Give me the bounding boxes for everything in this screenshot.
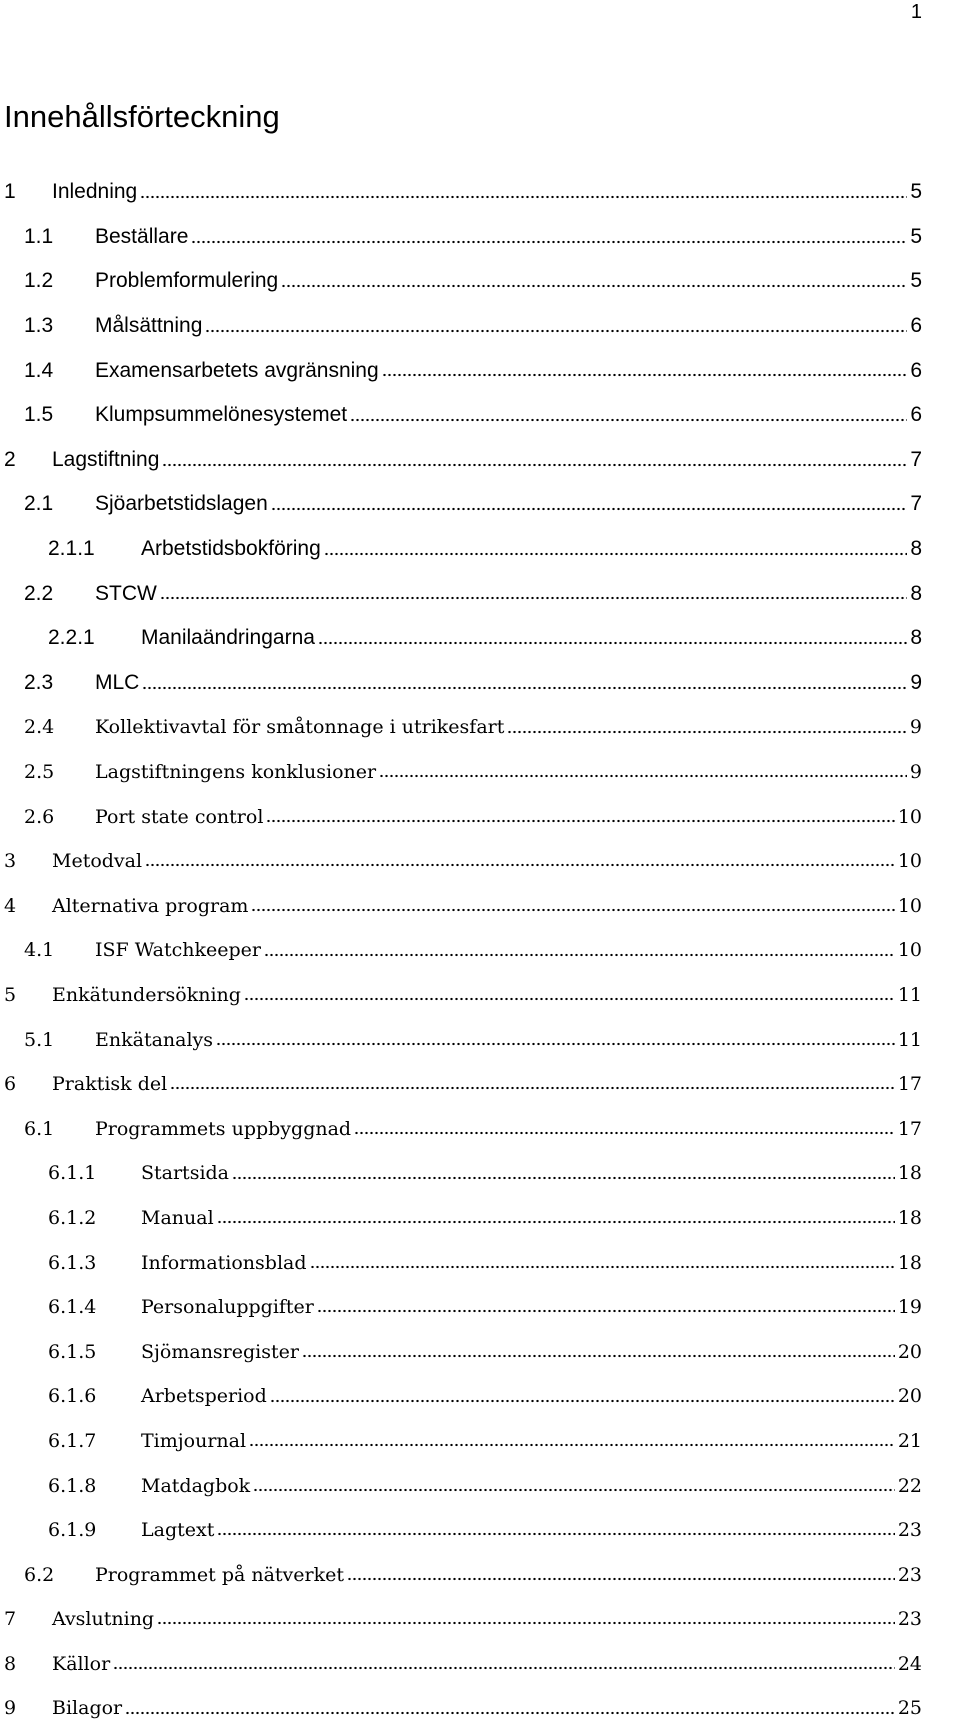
toc-entry[interactable]: [0, 1374, 960, 1419]
toc-entry-number: 5.1: [24, 1028, 55, 1051]
toc-entry-title[interactable]: Manual: [141, 1206, 214, 1229]
toc-entry-page: 23: [897, 1519, 922, 1542]
toc-entry-title[interactable]: Inledning: [52, 180, 138, 204]
toc-entry[interactable]: [0, 527, 960, 572]
toc-entry-body: [95, 1106, 922, 1151]
toc-entry-page: 18: [897, 1206, 922, 1229]
page-title: Innehållsförteckning: [4, 99, 280, 134]
toc-entry-number: 1.4: [24, 358, 54, 382]
toc-entry-body: [95, 928, 922, 973]
toc-entry-body: [52, 1642, 922, 1687]
toc-entry-page: 10: [897, 939, 922, 962]
toc-entry-number: 7: [4, 1608, 17, 1631]
dot-leader: [271, 494, 908, 515]
dot-leader: [324, 539, 908, 560]
dot-leader: [205, 316, 907, 337]
toc-entry-body: [52, 973, 922, 1018]
toc-entry-page: 22: [897, 1474, 922, 1497]
dot-leader: [113, 1654, 895, 1673]
toc-entry-number: 6.1.5: [48, 1340, 97, 1363]
toc-entry-title[interactable]: Alternativa program: [52, 894, 249, 917]
toc-entry-number: 6.1.3: [48, 1251, 97, 1274]
toc-entry-title[interactable]: Klumpsummelönesystemet: [95, 403, 348, 427]
toc-entry-number: 6.1.2: [48, 1206, 97, 1229]
toc-entry[interactable]: [0, 1642, 960, 1687]
toc-entry-number: 9: [4, 1697, 17, 1720]
toc-entry-number: 5: [4, 983, 17, 1006]
toc-entry-title[interactable]: Matdagbok: [141, 1474, 251, 1497]
toc-entry-body: [141, 1285, 922, 1330]
toc-entry-title[interactable]: Programmets uppbyggnad: [95, 1117, 352, 1140]
toc-entry-title[interactable]: Arbetsperiod: [141, 1385, 267, 1408]
toc-entry-page: 5: [910, 180, 922, 204]
toc-entry-page: 9: [910, 670, 922, 694]
toc-entry-title[interactable]: Manilaändringarna: [141, 626, 315, 650]
toc-entry-number: 6.2: [24, 1563, 55, 1586]
page-number: 1: [910, 1, 922, 23]
toc-entry[interactable]: [0, 794, 960, 839]
dot-leader: [249, 1431, 895, 1450]
toc-entry[interactable]: [0, 170, 960, 215]
toc-entry-page: 23: [897, 1608, 922, 1631]
toc-entry-page: 5: [910, 224, 922, 248]
toc-entry-title[interactable]: Beställare: [95, 224, 189, 248]
dot-leader: [145, 852, 895, 871]
toc-entry[interactable]: [0, 393, 960, 438]
dot-leader: [382, 360, 908, 381]
toc-entry-title[interactable]: Avslutning: [52, 1608, 155, 1631]
toc-entry-body: [52, 1597, 922, 1642]
toc-entry-body: [95, 348, 922, 393]
toc-entry-body: [141, 1240, 922, 1285]
toc-entry-page: 24: [897, 1652, 922, 1675]
dot-leader: [216, 1030, 895, 1049]
toc-entry-page: 5: [910, 269, 922, 293]
toc-entry[interactable]: [0, 1106, 960, 1151]
dot-leader: [140, 182, 907, 203]
toc-entry-body: [141, 1419, 922, 1464]
toc-entry-number: 8: [4, 1652, 17, 1675]
toc-entry-number: 6.1.6: [48, 1385, 97, 1408]
toc-entry-body: [52, 170, 922, 215]
toc-entry-title[interactable]: Timjournal: [141, 1429, 247, 1452]
toc-entry-body: [95, 393, 922, 438]
toc-entry-number: 2.2.1: [48, 626, 95, 650]
toc-entry-title[interactable]: Källor: [52, 1652, 111, 1675]
toc-entry[interactable]: [0, 438, 960, 483]
toc-entry[interactable]: [0, 1240, 960, 1285]
toc-entry[interactable]: [0, 1686, 960, 1731]
toc-entry-page: 9: [909, 761, 922, 784]
toc-entry-number: 4: [4, 894, 17, 917]
dot-leader: [251, 896, 894, 915]
toc-entry-body: [52, 884, 922, 929]
toc-entry-title[interactable]: MLC: [95, 670, 140, 694]
toc-entry-number: 6.1.7: [48, 1429, 97, 1452]
dot-leader: [157, 1610, 895, 1629]
toc-entry-page: 10: [897, 850, 922, 873]
toc-entry-title[interactable]: Lagstiftning: [52, 447, 160, 471]
toc-entry-page: 6: [910, 403, 922, 427]
toc-entry-page: 10: [897, 805, 922, 828]
toc-entry-body: [141, 1196, 922, 1241]
toc-entry[interactable]: [0, 1151, 960, 1196]
dot-leader: [142, 672, 907, 693]
dot-leader: [507, 718, 907, 737]
dot-leader: [310, 1253, 895, 1272]
toc-entry-body: [141, 1374, 922, 1419]
toc-entry-number: 6.1.1: [48, 1162, 97, 1185]
toc-entry-page: 8: [910, 581, 922, 605]
toc-entry-page: 17: [897, 1073, 922, 1096]
toc-entry-body: [95, 571, 922, 616]
table-of-contents: [0, 170, 960, 1731]
toc-entry-number: 2: [4, 447, 16, 471]
dot-leader: [162, 449, 907, 470]
toc-entry-body: [95, 750, 922, 795]
toc-entry-body: [141, 616, 922, 661]
toc-entry-body: [52, 1062, 922, 1107]
toc-entry-body: [95, 705, 922, 750]
toc-entry-body: [95, 1017, 922, 1062]
dot-leader: [302, 1342, 895, 1361]
toc-entry-body: [95, 794, 922, 839]
toc-entry-page: 6: [910, 314, 922, 338]
toc-entry-page: 11: [897, 983, 922, 1006]
dot-leader: [253, 1476, 895, 1495]
toc-entry-body: [52, 839, 922, 884]
dot-leader: [191, 226, 907, 247]
toc-entry-page: 11: [897, 1028, 922, 1051]
toc-entry-title[interactable]: Enkätundersökning: [52, 983, 241, 1006]
toc-entry-body: [141, 1151, 922, 1196]
dot-leader: [170, 1075, 895, 1094]
toc-entry-body: [95, 304, 922, 349]
toc-entry[interactable]: [0, 705, 960, 750]
toc-entry-number: 6.1.4: [48, 1296, 97, 1319]
toc-entry-title[interactable]: Lagtext: [141, 1519, 215, 1542]
dot-leader: [232, 1164, 895, 1183]
toc-entry[interactable]: [0, 1329, 960, 1374]
toc-entry-page: 8: [910, 537, 922, 561]
toc-entry[interactable]: [0, 1062, 960, 1107]
dot-leader: [244, 985, 895, 1004]
toc-entry-number: 6.1: [24, 1117, 55, 1140]
toc-entry-body: [95, 215, 922, 260]
toc-entry-page: 6: [910, 358, 922, 382]
toc-entry-title[interactable]: Praktisk del: [52, 1073, 168, 1096]
toc-entry-page: 9: [909, 716, 922, 739]
toc-entry-title[interactable]: Startsida: [141, 1162, 230, 1185]
toc-entry-body: [141, 527, 922, 572]
toc-entry-body: [141, 1463, 922, 1508]
toc-entry-page: 18: [897, 1162, 922, 1185]
dot-leader: [217, 1521, 894, 1540]
toc-entry-title[interactable]: Programmet på nätverket: [95, 1563, 345, 1586]
toc-entry-page: 17: [897, 1117, 922, 1140]
toc-entry[interactable]: [0, 661, 960, 706]
toc-entry-page: 23: [897, 1563, 922, 1586]
toc-entry-number: 4.1: [24, 939, 55, 962]
dot-leader: [318, 628, 907, 649]
toc-entry-number: 6.1.8: [48, 1474, 97, 1497]
toc-entry-page: 20: [897, 1340, 922, 1363]
toc-entry-page: 8: [910, 626, 922, 650]
toc-entry-number: 1.2: [24, 269, 54, 293]
dot-leader: [270, 1387, 895, 1406]
toc-entry[interactable]: [0, 928, 960, 973]
toc-entry[interactable]: [0, 616, 960, 661]
dot-leader: [125, 1699, 895, 1718]
toc-entry-number: 1.3: [24, 314, 54, 338]
toc-entry-title[interactable]: Problemformulering: [95, 269, 279, 293]
toc-entry[interactable]: [0, 839, 960, 884]
toc-entry[interactable]: [0, 884, 960, 929]
toc-entry-body: [95, 1552, 922, 1597]
dot-leader: [350, 405, 907, 426]
toc-entry-title[interactable]: Metodval: [52, 850, 143, 873]
dot-leader: [217, 1208, 895, 1227]
toc-entry-title[interactable]: Sjömansregister: [141, 1340, 299, 1363]
toc-entry-number: 2.1: [24, 492, 54, 516]
toc-entry-number: 2.6: [24, 805, 55, 828]
toc-entry-number: 1.5: [24, 403, 54, 427]
toc-entry-page: 21: [897, 1429, 922, 1452]
toc-entry-number: 2.5: [24, 761, 55, 784]
toc-entry-page: 25: [897, 1697, 922, 1720]
toc-entry[interactable]: [0, 1017, 960, 1062]
toc-entry-title[interactable]: Målsättning: [95, 314, 203, 338]
toc-entry-page: 7: [910, 492, 922, 516]
toc-entry[interactable]: [0, 1285, 960, 1330]
toc-entry-title[interactable]: Enkätanalys: [95, 1028, 214, 1051]
toc-entry[interactable]: [0, 215, 960, 260]
toc-entry[interactable]: [0, 1419, 960, 1464]
toc-entry-title[interactable]: Kollektivavtal för småtonnage i utrikesfart: [95, 716, 505, 739]
toc-entry-body: [95, 661, 922, 706]
toc-entry-title[interactable]: Arbetstidsbokföring: [141, 537, 321, 561]
toc-entry-page: 18: [897, 1251, 922, 1274]
toc-entry-title[interactable]: Informationsblad: [141, 1251, 307, 1274]
toc-entry-body: [95, 482, 922, 527]
toc-entry-title[interactable]: Sjöarbetstidslagen: [95, 492, 268, 516]
toc-entry-number: 2.1.1: [48, 537, 95, 561]
toc-entry-number: 2.2: [24, 581, 54, 605]
toc-entry[interactable]: [0, 1552, 960, 1597]
toc-entry-body: [52, 1686, 922, 1731]
toc-entry[interactable]: [0, 1463, 960, 1508]
toc-entry-title[interactable]: STCW: [95, 581, 157, 605]
toc-entry[interactable]: [0, 259, 960, 304]
dot-leader: [347, 1565, 895, 1584]
toc-entry-body: [95, 259, 922, 304]
toc-entry[interactable]: [0, 750, 960, 795]
dot-leader: [264, 941, 895, 960]
dot-leader: [317, 1298, 895, 1317]
toc-entry-body: [52, 438, 922, 483]
toc-entry-title[interactable]: Personaluppgifter: [141, 1296, 314, 1319]
toc-entry-title[interactable]: Port state control: [95, 805, 264, 828]
toc-entry-number: 1.1: [24, 224, 54, 248]
dot-leader: [281, 271, 907, 292]
toc-entry-body: [141, 1329, 922, 1374]
toc-entry-number: 2.4: [24, 716, 55, 739]
toc-entry[interactable]: [0, 348, 960, 393]
toc-entry[interactable]: [0, 1597, 960, 1642]
toc-entry-number: 6: [4, 1073, 17, 1096]
toc-entry-body: [141, 1508, 922, 1553]
toc-entry[interactable]: [0, 1508, 960, 1553]
toc-entry[interactable]: [0, 304, 960, 349]
toc-entry-title[interactable]: Bilagor: [52, 1697, 123, 1720]
toc-entry-title[interactable]: Examensarbetets avgränsning: [95, 358, 379, 382]
toc-entry-number: 6.1.9: [48, 1519, 97, 1542]
toc-entry-number: 1: [4, 180, 16, 204]
toc-entry[interactable]: [0, 571, 960, 616]
dot-leader: [266, 807, 894, 826]
dot-leader: [379, 763, 907, 782]
toc-entry-page: 19: [897, 1296, 922, 1319]
toc-entry-title[interactable]: Lagstiftningens konklusioner: [95, 761, 377, 784]
dot-leader: [354, 1119, 895, 1138]
toc-entry-page: 7: [910, 447, 922, 471]
toc-entry-page: 10: [897, 894, 922, 917]
toc-entry-title[interactable]: ISF Watchkeeper: [95, 939, 261, 962]
toc-entry[interactable]: [0, 973, 960, 1018]
toc-entry[interactable]: [0, 482, 960, 527]
toc-entry-number: 2.3: [24, 670, 54, 694]
toc-entry-page: 20: [897, 1385, 922, 1408]
toc-entry-number: 3: [4, 850, 17, 873]
dot-leader: [160, 583, 907, 604]
toc-entry[interactable]: [0, 1196, 960, 1241]
